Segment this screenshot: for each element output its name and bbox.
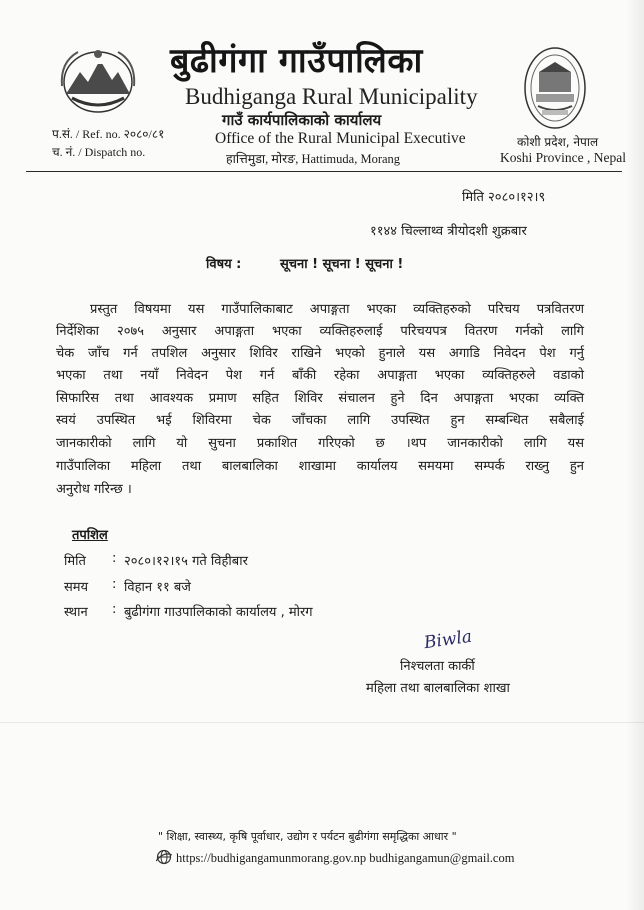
subject-label: विषय :: [206, 257, 242, 272]
detail-colon: :: [112, 551, 117, 566]
scan-artifact-line: [0, 722, 644, 723]
reference-number: प.सं. / Ref. no. २०८०/८१: [52, 127, 165, 141]
letter-date: मिति २०८०।१२।९: [462, 190, 546, 205]
office-title-english: Office of the Rural Municipal Executive: [215, 130, 466, 147]
detail-label-place: स्थान: [64, 605, 88, 620]
body-line: जानकारीको लागि यो सुचना प्रकाशित गरिएको छ ।थप जानकारीको लागि यस: [56, 436, 584, 451]
header-divider: [26, 171, 622, 172]
subject-text: सूचना ! सूचना ! सूचना !: [280, 257, 404, 272]
dispatch-number: च. नं. / Dispatch no.: [52, 145, 146, 159]
detail-colon: :: [112, 577, 117, 592]
detail-colon: :: [112, 602, 117, 617]
web-icon: [156, 849, 172, 865]
body-line: भएका तथा नयाँ निवेदन पेश गर्न बाँकी रहेका अपाङ्गता भएका व्यक्तिहरुले वडाको: [56, 368, 584, 383]
detail-label-date: मिति: [64, 554, 86, 569]
handwritten-signature: Biwla: [422, 626, 474, 654]
details-heading: तपशिल: [72, 528, 108, 543]
province-nepali: कोशी प्रदेश, नेपाल: [517, 135, 599, 149]
body-line: अनुरोध गरिन्छ ।: [56, 482, 132, 497]
office-address: हात्तिमुडा, मोरङ, Hattimuda, Morang: [226, 152, 401, 166]
body-line: स्वयं उपस्थित भई शिविरमा चेक जाँचका लागि उपस्थित हुन सम्बन्धित सबैलाई: [56, 413, 584, 428]
municipality-seal-icon: [522, 44, 588, 132]
letter-deadline: ११४४ चिल्लाथ्व त्रीयोदशी शुक्रबार: [370, 224, 527, 239]
municipality-title-english: Budhiganga Rural Municipality: [185, 84, 478, 109]
nepal-government-emblem-icon: [58, 42, 138, 118]
detail-value-place: बुढीगंगा गाउपालिकाको कार्यालय , मोरग: [124, 605, 313, 620]
body-line: गाउँपालिका महिला तथा बालबालिका शाखामा कार्यालय समयमा सम्पर्क राख्नु हुन: [56, 459, 584, 474]
footer-contact-link[interactable]: https://budhigangamunmorang.gov.np budhigangamun@gmail.com: [176, 851, 515, 865]
detail-value-time: विहान ११ बजे: [124, 580, 191, 595]
body-line: चेक जाँच गर्न तपशिल अनुसार शिविर राखिने भएको हुनाले यस अगाडि निवेदन पेश गर्नु: [56, 346, 584, 361]
municipality-title-nepali: बुढीगंगा गाउँपालिका: [170, 41, 423, 81]
page-edge-shadow: [626, 0, 644, 910]
body-line: निर्देशिका २०७५ अनुसार अपाङ्गता भएका व्यक्तिहरुलाई परिचयपत्र वितरण गर्नको लागि: [56, 324, 584, 339]
province-english: Koshi Province , Nepal: [500, 150, 626, 165]
detail-label-time: समय: [64, 580, 89, 595]
footer-slogan: " शिक्षा, स्वास्थ्य, कृषि पूर्वाधार, उद्योग र पर्यटन बुढीगंगा समृद्धिका आधार ": [158, 830, 457, 843]
detail-value-date: २०८०।१२।१५ गते विहीबार: [124, 554, 248, 569]
office-title-nepali: गाउँ कार्यपालिकाको कार्यालय: [222, 111, 382, 129]
signatory-name: निश्चलता कार्की: [400, 659, 475, 674]
body-line: सिफारिस तथा आवश्यक प्रमाण सहित शिविर संचालन हुने दिन अपाङ्गता भएका व्यक्ति: [56, 391, 584, 406]
signatory-office: महिला तथा बालबालिका शाखा: [366, 681, 510, 696]
body-line: प्रस्तुत विषयमा यस गाउँपालिकाबाट अपाङ्गता भएका व्यक्तिहरुको परिचय पत्रवितरण: [90, 302, 584, 317]
